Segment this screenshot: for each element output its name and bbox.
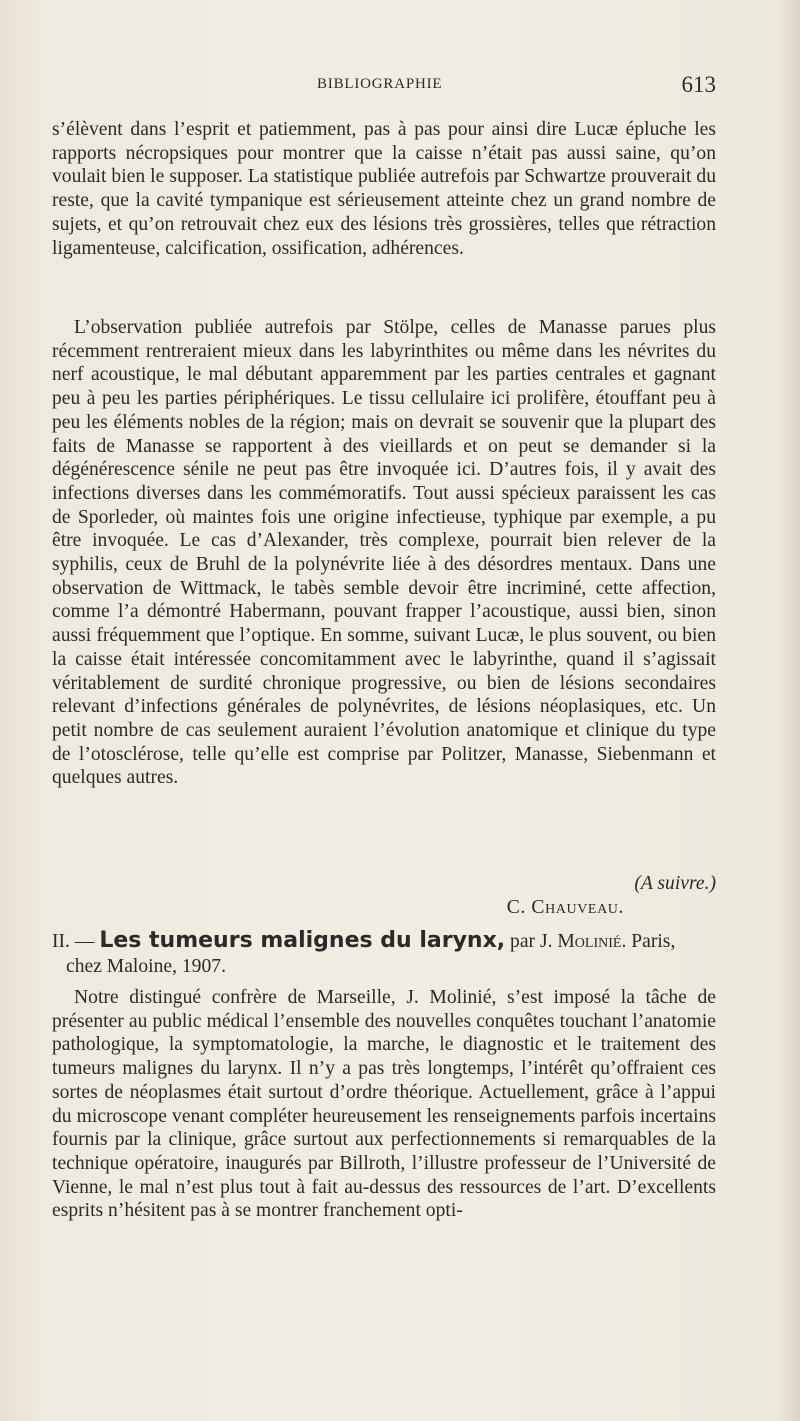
continued-note — [52, 872, 716, 896]
running-head — [52, 72, 716, 102]
review-publisher-2: chez Maloine, 1907. — [66, 956, 226, 977]
paragraph-text: L’observation publiée autrefois par Stölpe, celles de Manasse parues plus récemment rentreraient mieux dans les labyrinthites ou même dans les névrites du nerf acoustique, le mal débutant apparemment par les parties centrales et gagnant peu à peu les parties périphériques. Le tissu cellulaire ici prolifère, étouffant peu à peu les éléments nobles de la région; mais on devrait se souvenir que la plupart des faits de Manasse se rapportent à des vieillards et on peut se demander si la dégénérescence sénile ne peut pas être invoquée ici. D’autres fois, il y avait des infections diverses dans les commémoratifs. Tout aussi spécieux paraissent les cas de Sporleder, où maintes fois une origine infectieuse, typhique par exemple, a pu être invoquée. Le cas d’Alexander, très complexe, pourrait bien relever de la syphilis, ceux de Bruhl de la polynévrite liée à des désordres mentaux. Dans une observation de Wittmack, le tabès semble devoir être incriminé, cette affection, comme l’a démontré Habermann, pouvant frapper l’acoustique, aussi bien, sinon aussi fréquemment que l’optique. En somme, suivant Lucæ, le plus souvent, ou bien la caisse était intéressée concomitamment avec le labyrinthe, quand il s’agissait véritablement de surdité chronique progressive, ou bien de lésions secondaires relevant d’infections générales de polynévrites, de lésions néoplasiques, etc. Un petit nombre de cas seulement auraient l’évolution anatomique et clinique du type de l’otosclérose, telle qu’elle est comprise par Politzer, Manasse, Siebenmann et quelques autres. — [52, 317, 716, 789]
running-title: BIBLIOGRAPHIE — [317, 76, 443, 92]
paragraph-2 — [52, 316, 716, 790]
review-by: par J. — [505, 931, 558, 952]
review-signature: C. Chauveau. — [506, 897, 624, 918]
page-number: 613 — [681, 72, 716, 97]
paragraph-3 — [52, 986, 716, 1223]
review-title: Les tumeurs malignes du larynx, — [99, 928, 506, 953]
review-heading — [52, 928, 720, 979]
review-author: Molinié — [557, 931, 622, 952]
paragraph-text: Notre distingué confrère de Marseille, J. Molinié, s’est imposé la tâche de présenter au public médical l’ensemble des nouvelles conquêtes touchant l’anatomie pathologique, la symptomatologie, la marche, le diagnostic et le traitement des tumeurs malignes du larynx. Il n’y a pas très longtemps, l’intérêt qu’offraient ces sortes de néoplasmes était surtout d’ordre théorique. Actuellement, grâce à l’appui du microscope venant compléter heureusement les renseignements parfois incertains fournis par la clinique, grâce surtout aux perfectionnements si remarquables de la technique opératoire, inaugurés par Billroth, l’illustre professeur de l’Université de Vienne, le mal n’est plus tout à fait au-dessus des ressources de l’art. D’excellents esprits n’hésitent pas à se montrer franchement opti- — [52, 987, 716, 1222]
paragraph-text: s’élèvent dans l’esprit et patiemment, pas à pas pour ainsi dire Lucæ épluche les rapports nécropsiques pour montrer que la caisse n’était pas aussi saine, qu’on voulait bien le supposer. La statistique publiée autrefois par Schwartze prouverait du reste, que la cavité tympanique est sérieusement atteinte chez un grand nombre de sujets, et qu’on retrouvait chez eux des lésions très grossières, telles que rétraction ligamenteuse, calcification, ossification, adhérences. — [52, 119, 716, 259]
review-number: II. — — [52, 931, 100, 952]
review-publisher-1: . Paris, — [621, 931, 676, 952]
continued-text: (A suivre.) — [634, 873, 716, 894]
paragraph-1 — [52, 118, 716, 260]
